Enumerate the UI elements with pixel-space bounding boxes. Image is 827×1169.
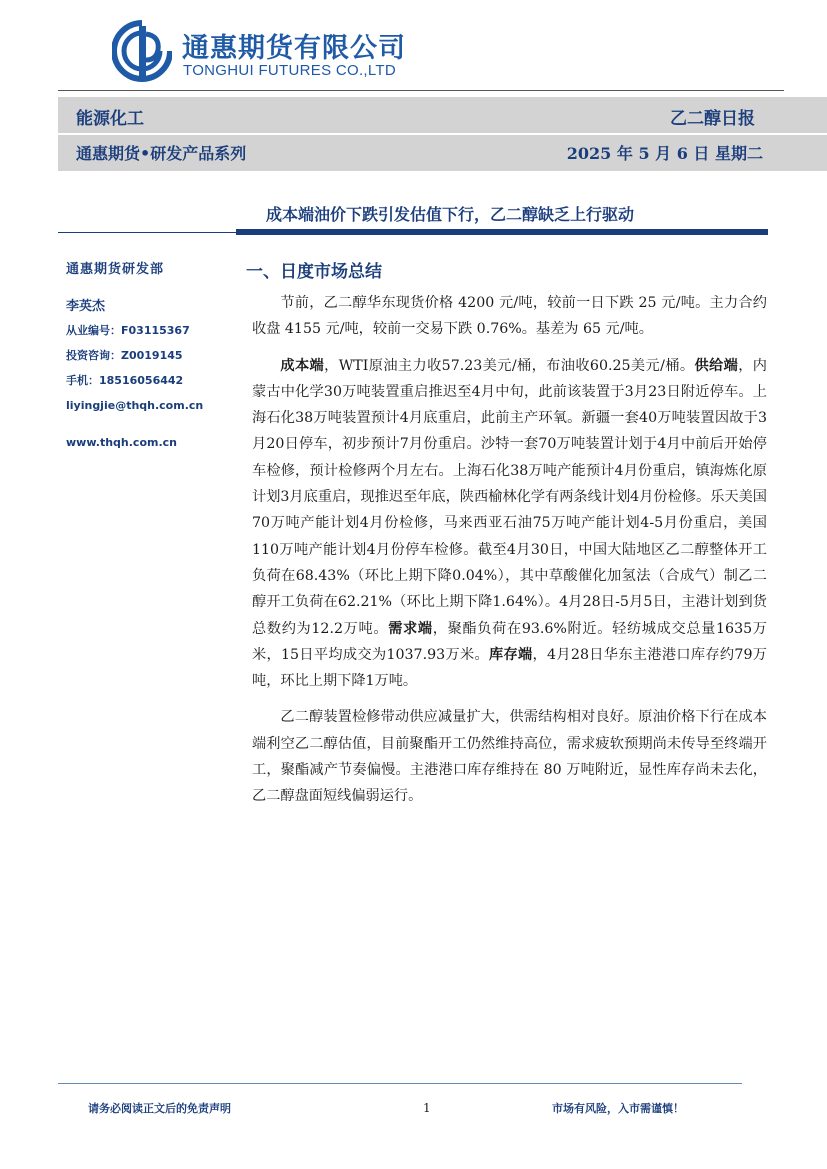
demand-label: 需求端 xyxy=(388,620,433,637)
cost-label: 成本端 xyxy=(280,357,325,374)
header-band-divider xyxy=(58,133,827,135)
headline-rule-thick xyxy=(236,229,768,235)
analyst-name: 李英杰 xyxy=(66,299,106,314)
analyst-sidebar xyxy=(66,258,236,461)
demand-text: ，聚酯负荷在93.6%附近。轻纺城成交总量1635万米，15日平均成交为1037.93万米。 xyxy=(252,620,767,663)
email-link[interactable]: liyingjie@thqh.com.cn xyxy=(66,399,204,412)
tonghui-logo-icon xyxy=(112,20,172,84)
fundamentals-paragraph xyxy=(252,353,767,695)
report-type-label: 乙二醇日报 xyxy=(670,109,755,129)
header-top-rule xyxy=(58,90,784,91)
supply-text: ，内蒙古中化学30万吨装置重启推迟至4月中旬，此前该装置于3月23日附近停车。上海石化38万吨装置预计4月底重启，此前主产环氧。新疆一套40万吨装置因故于3月20日停车，初步预计7月份重启。沙特一套70万吨装置计划于4月中前后开始停车检修，预计检修两个月左右。上海石化38万吨产能预计4月份重启，镇海炼化原计划3月底重启，现推迟至年底，陕西榆林化学有两条线计划4月份检修。乐天美国70万吨产能计划4月份检修，马来西亚石油75万吨产能计划4-5月份重启，美国110万吨产能计划4月份停车检修。截至4月30日，中国大陆地区乙二醇整体开工负荷在68.43%（环比上期下降0.04%），其中草酸催化加氢法（合成气）制乙二醇开工负荷在62.21%（环比上期下降1.64%）。4月28日-5月5日，主港计划到货总数约为12.2万吨。 xyxy=(252,357,767,637)
page-number: 1 xyxy=(423,1101,431,1115)
inventory-label: 库存端 xyxy=(489,646,533,663)
department-name: 通惠期货研发部 xyxy=(66,262,165,277)
risk-warning: 市场有风险，入市需谨慎！ xyxy=(552,1102,684,1115)
sector-label: 能源化工 xyxy=(76,109,144,129)
company-name-en: TONGHUI FUTURES CO.,LTD xyxy=(183,62,397,79)
price-paragraph: 节前，乙二醇华东现货价格 4200 元/吨，较前一日下跌 25 元/吨。主力合约收盘 4155 元/吨，较前一交易下跌 0.76%。基差为 65 元/吨。 xyxy=(252,295,767,338)
report-headline: 成本端油价下跌引发估值下行，乙二醇缺乏上行驱动 xyxy=(266,205,635,224)
cost-text: ，WTI原油主力收57.23美元/桶，布油收60.25美元/桶。 xyxy=(324,357,695,374)
license-number: 从业编号：F03115367 xyxy=(66,324,190,337)
footer-rule xyxy=(58,1083,742,1084)
website-link[interactable]: www.thqh.com.cn xyxy=(66,436,178,449)
series-label: 通惠期货•研发产品系列 xyxy=(76,144,247,163)
phone-number: 手机：18516056442 xyxy=(66,374,184,387)
report-date: 2025 年 5 月 6 日 星期二 xyxy=(566,144,763,163)
section-title: 一、日度市场总结 xyxy=(246,262,382,282)
company-name-cn: 通惠期货有限公司 xyxy=(182,33,406,64)
disclaimer-note[interactable]: 请务必阅读正文后的免责声明 xyxy=(88,1102,231,1115)
inventory-text: ，4月28日华东主港港口库存约79万吨，环比上期下降1万吨。 xyxy=(252,646,767,690)
market-summary xyxy=(252,290,767,820)
consult-number: 投资咨询：Z0019145 xyxy=(66,349,183,362)
outlook-paragraph: 乙二醇装置检修带动供应减量扩大，供需结构相对良好。原油价格下行在成本端利空乙二醇估值，目前聚酯开工仍然维持高位，需求疲软预期尚未传导至终端开工，聚酯减产节奏偏慢。主港港口库存维持在 80 万吨附近，显性库存尚未去化，乙二醇盘面短线偏弱运行。 xyxy=(252,709,767,805)
supply-label: 供给端 xyxy=(694,357,739,374)
